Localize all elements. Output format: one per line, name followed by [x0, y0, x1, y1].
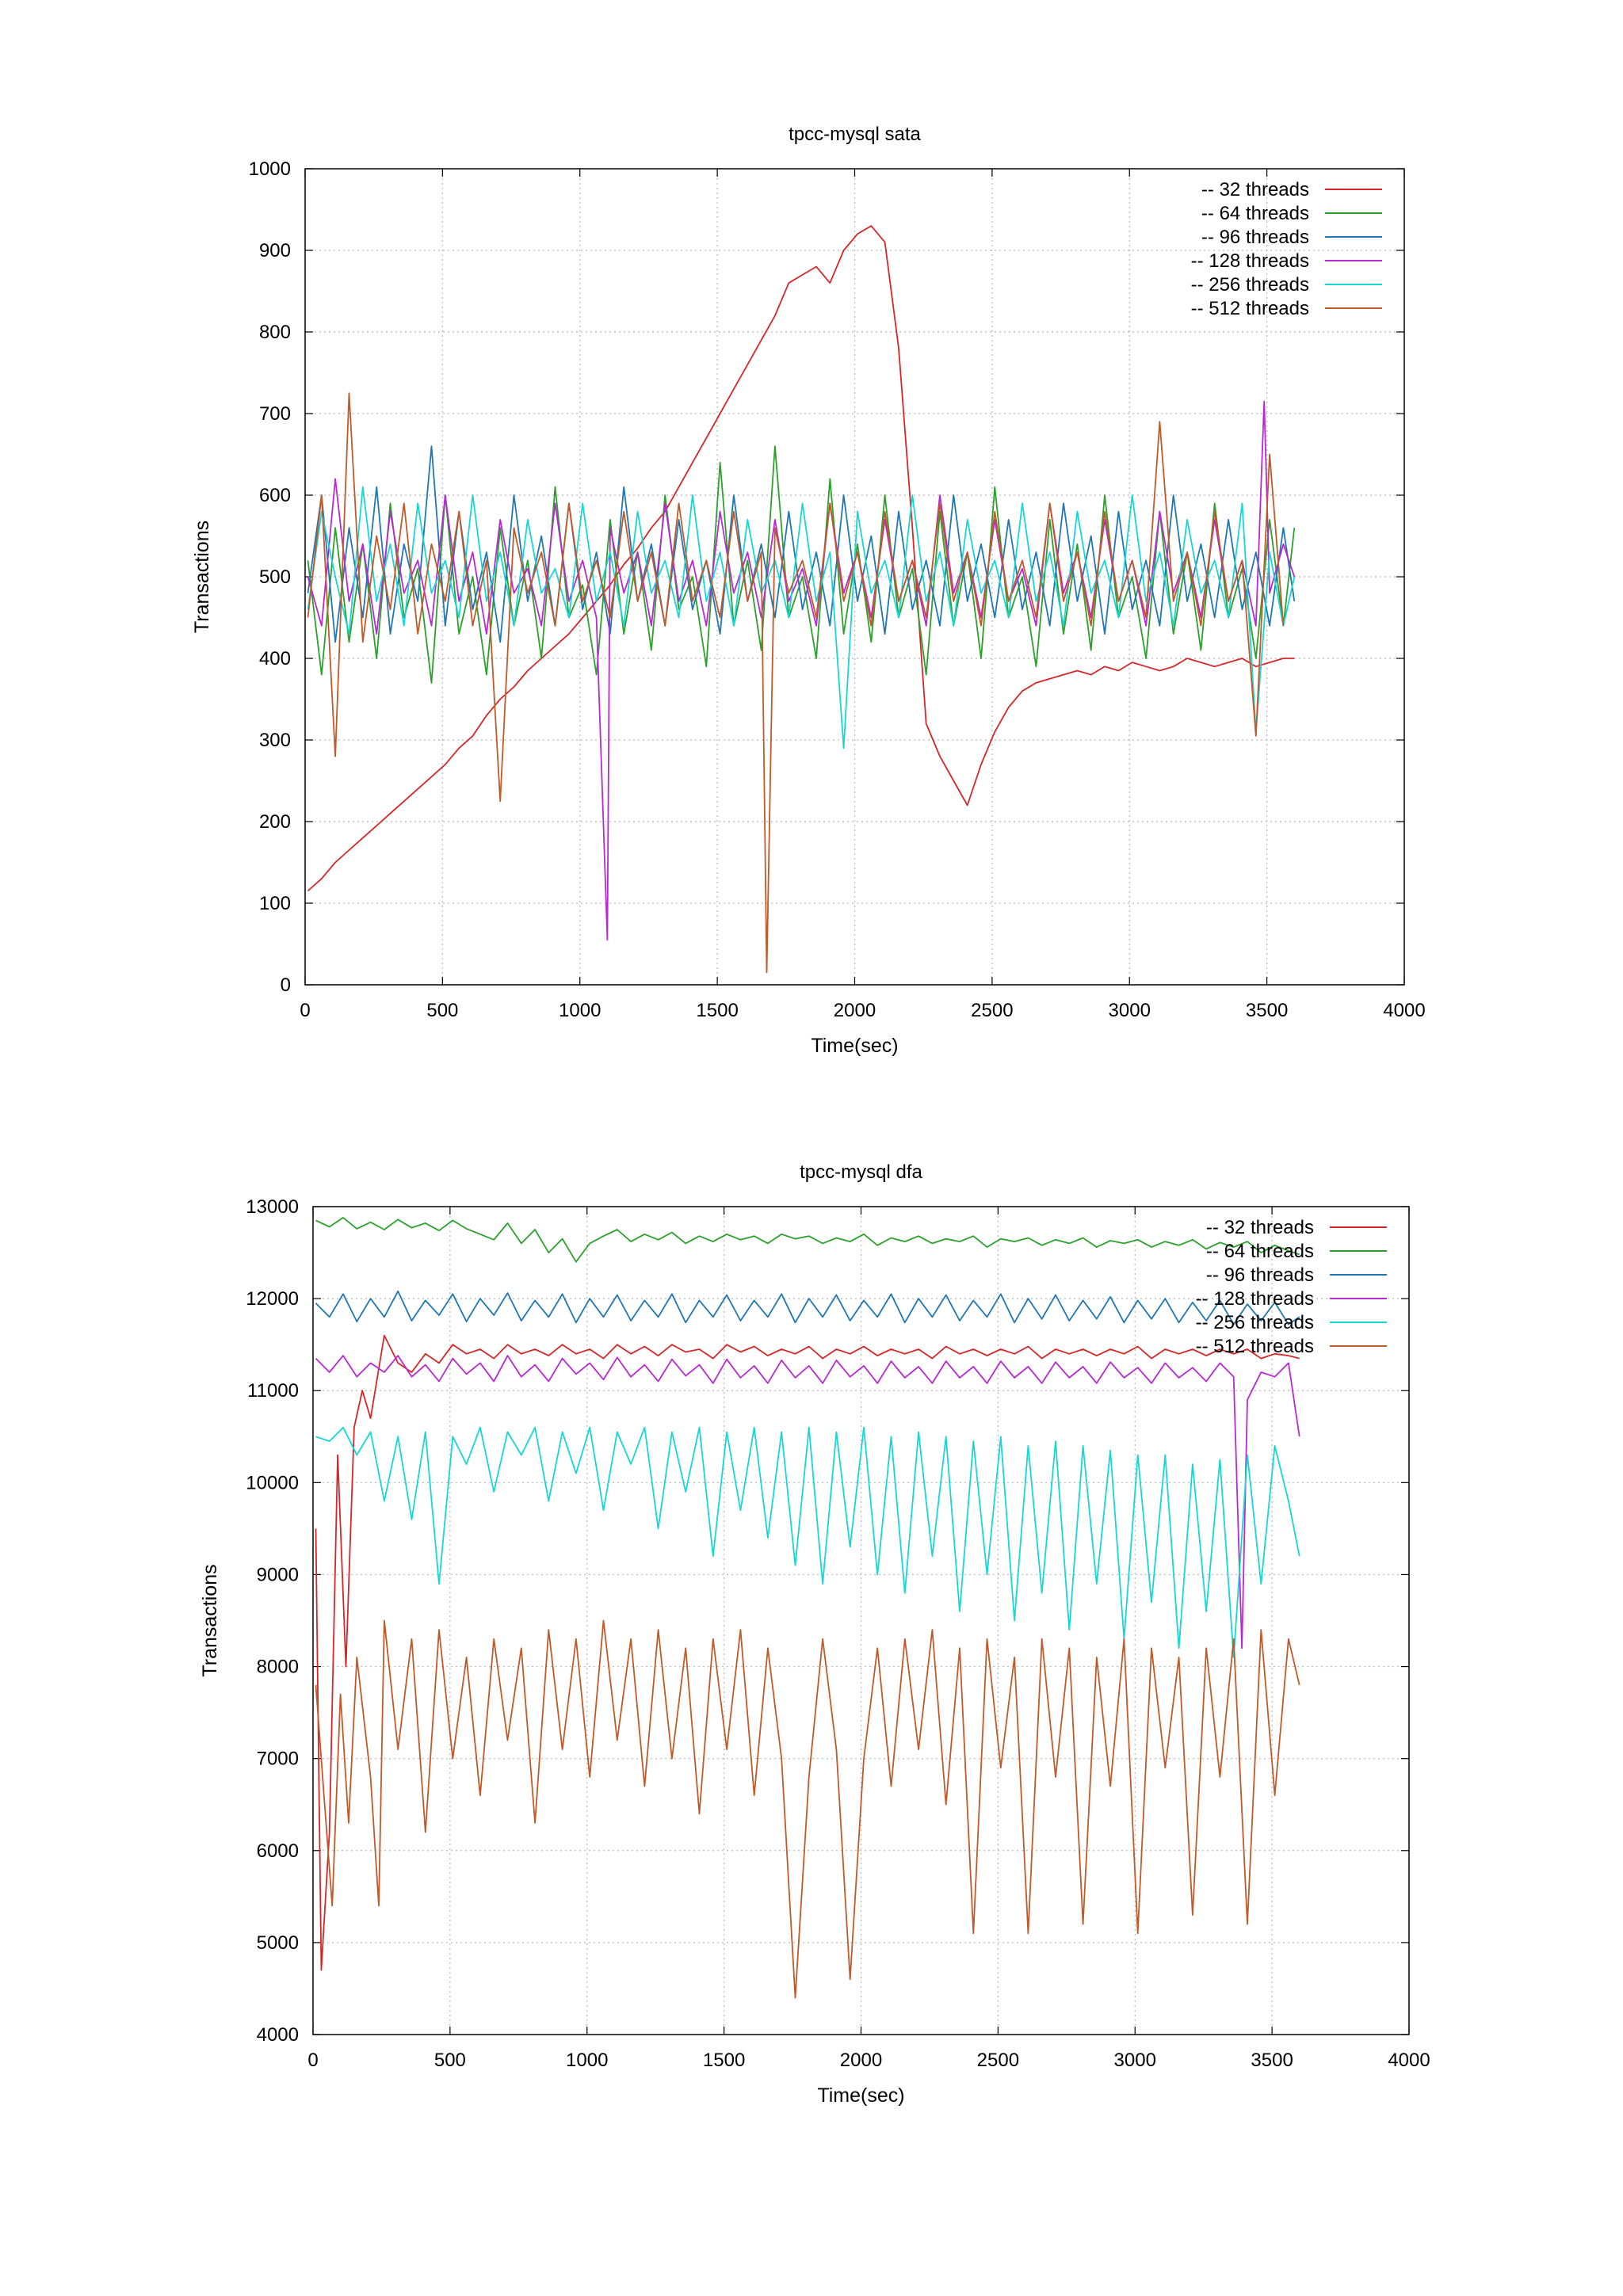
x-tick-label: 3500	[1245, 1000, 1289, 1021]
y-tick-label: 10000	[246, 1472, 299, 1494]
y-tick-label: 11000	[247, 1380, 299, 1402]
x-tick-label: 4000	[1388, 2050, 1430, 2071]
x-tick-label: 4000	[1383, 1000, 1426, 1021]
series-line-3	[316, 1291, 1300, 1325]
y-tick-label: 700	[258, 403, 291, 425]
chart-title: tpcc-mysql sata	[789, 124, 921, 145]
x-tick-label: 0	[300, 1000, 311, 1021]
y-tick-label: 5000	[256, 1932, 299, 1954]
y-tick-label: 4000	[256, 2024, 299, 2046]
y-tick-label: 9000	[256, 1564, 299, 1586]
series-line-1	[308, 226, 1295, 891]
x-tick-label: 2500	[976, 2050, 1020, 2071]
y-tick-label: 0	[280, 974, 291, 996]
y-tick-label: 900	[258, 240, 291, 261]
x-tick-label: 500	[433, 2050, 466, 2071]
legend-label-1: -- 32 threads	[1201, 179, 1309, 200]
y-tick-label: 8000	[256, 1656, 299, 1678]
x-tick-label: 1000	[559, 1000, 601, 1021]
x-tick-label: 500	[426, 1000, 459, 1021]
x-tick-label: 3000	[1113, 2050, 1156, 2071]
series-line-5	[316, 1428, 1300, 1657]
y-axis-label: Transactions	[199, 1564, 221, 1677]
chart-dfa	[199, 1161, 1430, 2107]
y-tick-label: 12000	[246, 1288, 299, 1310]
legend-label-2: -- 64 threads	[1201, 203, 1309, 224]
legend-label-4: -- 128 threads	[1190, 250, 1309, 272]
chart-title: tpcc-mysql dfa	[800, 1161, 922, 1183]
x-tick-label: 3000	[1108, 1000, 1151, 1021]
chart-sata	[191, 124, 1426, 1057]
series-line-6	[308, 393, 1284, 972]
series-line-6	[316, 1621, 1300, 1998]
series-line-4	[308, 402, 1295, 940]
x-axis-label: Time(sec)	[811, 1035, 899, 1057]
legend-label-2: -- 64 threads	[1205, 1241, 1314, 1262]
y-tick-label: 500	[258, 566, 291, 588]
legend-label-6: -- 512 threads	[1190, 298, 1309, 319]
y-tick-label: 1000	[248, 158, 291, 180]
x-tick-label: 1500	[702, 2050, 746, 2071]
y-tick-label: 7000	[256, 1748, 299, 1770]
y-tick-label: 6000	[256, 1840, 299, 1862]
legend-label-1: -- 32 threads	[1205, 1217, 1314, 1238]
x-tick-label: 2000	[833, 1000, 876, 1021]
x-tick-label: 2500	[971, 1000, 1014, 1021]
y-tick-label: 200	[258, 811, 291, 833]
x-tick-label: 3500	[1251, 2050, 1293, 2071]
legend-label-3: -- 96 threads	[1205, 1264, 1314, 1286]
x-axis-label: Time(sec)	[817, 2084, 905, 2107]
x-tick-label: 0	[307, 2050, 319, 2071]
series-line-4	[316, 1356, 1300, 1648]
legend-label-4: -- 128 threads	[1195, 1288, 1314, 1310]
x-tick-label: 1000	[566, 2050, 609, 2071]
y-tick-label: 100	[258, 893, 291, 914]
y-tick-label: 13000	[246, 1196, 299, 1218]
y-tick-label: 800	[258, 322, 291, 343]
y-axis-label: Transactions	[191, 520, 213, 634]
y-tick-label: 600	[258, 485, 291, 506]
y-tick-label: 400	[258, 648, 291, 669]
series-line-2	[316, 1218, 1300, 1262]
legend-label-5: -- 256 threads	[1190, 274, 1309, 296]
x-tick-label: 1500	[696, 1000, 739, 1021]
y-tick-label: 300	[258, 730, 291, 751]
legend-label-6: -- 512 threads	[1195, 1336, 1314, 1357]
x-tick-label: 2000	[839, 2050, 883, 2071]
legend-label-3: -- 96 threads	[1201, 227, 1309, 248]
legend-label-5: -- 256 threads	[1195, 1312, 1314, 1333]
